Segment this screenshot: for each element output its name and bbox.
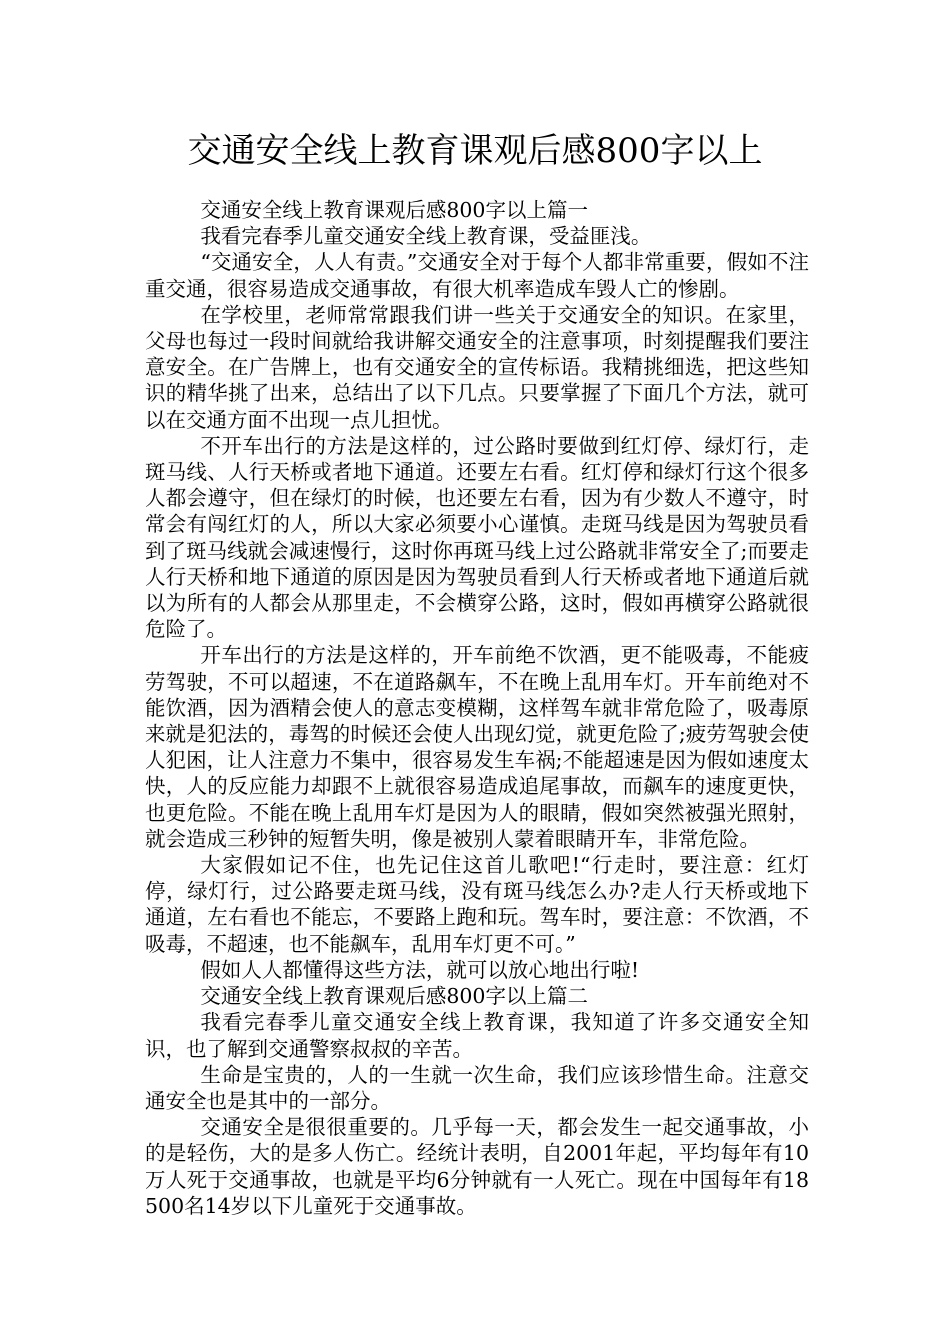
heading-part-one: 交通安全线上教育课观后感800字以上篇一	[200, 198, 588, 222]
paragraph: “交通安全，人人有责。”交通安全对于每个人都非常重要，假如不注重交通，很容易造成交通事故，有很大机率造成车毁人亡的惨剧。	[145, 250, 809, 301]
document-body	[145, 197, 809, 1219]
paragraph: 我看完春季儿童交通安全线上教育课，我知道了许多交通安全知识，也了解到交通警察叔叔的辛苦。	[145, 1010, 809, 1061]
paragraph: 不开车出行的方法是这样的，过公路时要做到红灯停、绿灯行，走斑马线、人行天桥或者地下通道。还要左右看。红灯停和绿灯行这个很多人都会遵守，但在绿灯的时候，也还要左右看，因为有少数人不遵守，时常会有闯红灯的人，所以大家必须要小心谨慎。走斑马线是因为驾驶员看到了斑马线就会减速慢行，这时你再斑马线上过公路就非常安全了;而要走人行天桥和地下通道的原因是因为驾驶员看到人行天桥或者地下通道后就以为所有的人都会从那里走，不会横穿公路，这时，假如再横穿公路就很危险了。	[145, 433, 809, 642]
paragraph: 在学校里，老师常常跟我们讲一些关于交通安全的知识。在家里，父母也每过一段时间就给我讲解交通安全的注意事项，时刻提醒我们要注意安全。在广告牌上，也有交通安全的宣传标语。我精挑细选，把这些知识的精华挑了出来，总结出了以下几点。只要掌握了下面几个方法，就可以在交通方面不出现一点儿担忧。	[145, 302, 809, 432]
paragraph: 生命是宝贵的，人的一生就一次生命，我们应该珍惜生命。注意交通安全也是其中的一部分。	[145, 1062, 809, 1113]
paragraph: 开车出行的方法是这样的，开车前绝不饮酒，更不能吸毒，不能疲劳驾驶，不可以超速，不在道路飙车，不在晚上乱用车灯。开车前绝对不能饮酒，因为酒精会使人的意志变模糊，这样驾车就非常危险了，吸毒原来就是犯法的，毒驾的时候还会使人出现幻觉，就更危险了;疲劳驾驶会使人犯困，让人注意力不集中，很容易发生车祸;不能超速是因为假如速度太快，人的反应能力却跟不上就很容易造成追尾事故，而飙车的速度更快，也更危险。不能在晚上乱用车灯是因为人的眼睛，假如突然被强光照射，就会造成三秒钟的短暂失明，像是被别人蒙着眼睛开车，非常危险。	[145, 643, 809, 851]
paragraph: 假如人人都懂得这些方法，就可以放心地出行啦!	[200, 957, 640, 982]
paragraph: 大家假如记不住，也先记住这首儿歌吧!“行走时，要注意：红灯停，绿灯行，过公路要走斑马线，没有斑马线怎么办?走人行天桥或地下通道，左右看也不能忘，不要路上跑和玩。驾车时，要注意：不饮酒，不吸毒，不超速，也不能飙车，乱用车灯更不可。”	[145, 853, 809, 956]
heading-part-two: 交通安全线上教育课观后感800字以上篇二	[200, 984, 588, 1009]
paragraph: 我看完春季儿童交通安全线上教育课，受益匪浅。	[200, 224, 652, 249]
paragraph: 交通安全是很很重要的。几乎每一天，都会发生一起交通事故，小的是轻伤，大的是多人伤亡。经统计表明，自2001年起，平均每年有10万人死于交通事故，也就是平均6分钟就有一人死亡。现在中国每年有18500名14岁以下儿童死于交通事故。	[145, 1115, 809, 1218]
document-title: 交通安全线上教育课观后感800字以上	[187, 131, 763, 171]
